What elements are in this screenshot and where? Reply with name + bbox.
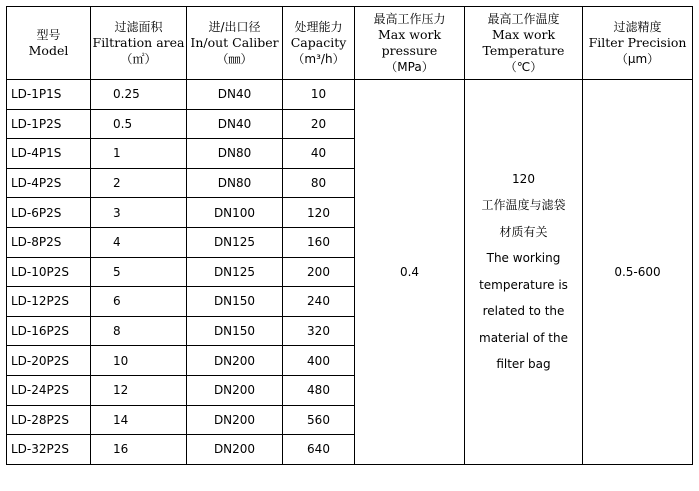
header-temperature-en2: Temperature (482, 43, 565, 58)
header-pressure-cn: 最高工作压力 (373, 12, 446, 26)
temperature-note-line: 材质有关 (499, 224, 548, 239)
header-capacity (283, 7, 355, 80)
filtration-area-cell: 4 (91, 227, 187, 257)
temperature-note-line: 工作温度与滤袋 (481, 198, 566, 213)
capacity-cell: 10 (283, 80, 355, 110)
specification-table (6, 6, 693, 465)
filter-precision-cell: 0.5-600 (583, 80, 693, 465)
capacity-cell: 160 (283, 227, 355, 257)
capacity-cell: 200 (283, 257, 355, 287)
model-cell: LD-28P2S (7, 405, 91, 435)
model-cell: LD-1P1S (7, 80, 91, 110)
filtration-area-cell: 16 (91, 435, 187, 465)
filtration-area-cell: 8 (91, 316, 187, 346)
filtration-area-cell: 3 (91, 198, 187, 228)
header-area-cn: 过滤面积 (114, 20, 163, 34)
caliber-cell: DN150 (187, 316, 283, 346)
caliber-cell: DN200 (187, 375, 283, 405)
header-model-cn: 型号 (36, 28, 61, 42)
capacity-cell: 640 (283, 435, 355, 465)
temperature-note-line: The working (486, 251, 561, 266)
header-filtration-area (91, 7, 187, 80)
header-area-unit: （㎡） (120, 52, 157, 66)
header-temperature-en1: Max work (491, 27, 556, 42)
header-capacity-unit: （m³/h） (292, 52, 345, 66)
header-max-pressure (355, 7, 465, 80)
model-cell: LD-16P2S (7, 316, 91, 346)
caliber-cell: DN80 (187, 139, 283, 169)
capacity-cell: 560 (283, 405, 355, 435)
temperature-note-line: 120 (512, 171, 535, 186)
temperature-note-line: temperature is (479, 277, 568, 292)
caliber-cell: DN100 (187, 198, 283, 228)
model-cell: LD-4P1S (7, 139, 91, 169)
header-precision-cn: 过滤精度 (613, 20, 662, 34)
filtration-area-cell: 1 (91, 139, 187, 169)
filtration-area-cell: 2 (91, 168, 187, 198)
caliber-cell: DN40 (187, 109, 283, 139)
header-model-en: Model (28, 43, 69, 58)
model-cell: LD-10P2S (7, 257, 91, 287)
header-area-en: Filtration area (92, 35, 185, 50)
max-temperature-cell (465, 80, 583, 465)
model-cell: LD-8P2S (7, 227, 91, 257)
temperature-note-line: related to the (482, 304, 565, 319)
header-capacity-en: Capacity (290, 35, 347, 50)
model-cell: LD-20P2S (7, 346, 91, 376)
table-row (7, 80, 693, 110)
temperature-note-line: filter bag (496, 357, 551, 372)
capacity-cell: 120 (283, 198, 355, 228)
capacity-cell: 480 (283, 375, 355, 405)
header-capacity-cn: 处理能力 (294, 20, 343, 34)
caliber-cell: DN40 (187, 80, 283, 110)
header-model (7, 7, 91, 80)
capacity-cell: 240 (283, 287, 355, 317)
caliber-cell: DN200 (187, 346, 283, 376)
max-pressure-cell: 0.4 (355, 80, 465, 465)
model-cell: LD-1P2S (7, 109, 91, 139)
filtration-area-cell: 5 (91, 257, 187, 287)
temperature-note-line: material of the (479, 330, 568, 345)
filtration-area-cell: 14 (91, 405, 187, 435)
filtration-area-cell: 0.25 (91, 80, 187, 110)
model-cell: LD-32P2S (7, 435, 91, 465)
capacity-cell: 400 (283, 346, 355, 376)
filtration-area-cell: 12 (91, 375, 187, 405)
header-caliber-cn: 进/出口径 (208, 20, 261, 34)
caliber-cell: DN80 (187, 168, 283, 198)
caliber-cell: DN125 (187, 257, 283, 287)
caliber-cell: DN125 (187, 227, 283, 257)
caliber-cell: DN200 (187, 405, 283, 435)
header-pressure-en1: Max work (377, 27, 442, 42)
header-filter-precision (583, 7, 693, 80)
header-temperature-unit: （℃） (504, 60, 543, 74)
model-cell: LD-4P2S (7, 168, 91, 198)
filtration-area-cell: 10 (91, 346, 187, 376)
header-row (7, 7, 693, 80)
header-pressure-unit: （MPa） (385, 60, 434, 74)
header-pressure-en2: pressure (381, 43, 438, 58)
capacity-cell: 40 (283, 139, 355, 169)
header-caliber (187, 7, 283, 80)
header-precision-en: Filter Precision (588, 35, 687, 50)
capacity-cell: 320 (283, 316, 355, 346)
header-max-temperature (465, 7, 583, 80)
header-precision-unit: （μm） (615, 52, 660, 66)
table-body (7, 80, 693, 465)
header-caliber-unit: （㎜） (216, 52, 253, 66)
model-cell: LD-12P2S (7, 287, 91, 317)
header-caliber-en: In/out Caliber (190, 35, 279, 50)
caliber-cell: DN200 (187, 435, 283, 465)
capacity-cell: 80 (283, 168, 355, 198)
capacity-cell: 20 (283, 109, 355, 139)
header-temperature-cn: 最高工作温度 (487, 12, 560, 26)
model-cell: LD-24P2S (7, 375, 91, 405)
filtration-area-cell: 0.5 (91, 109, 187, 139)
caliber-cell: DN150 (187, 287, 283, 317)
model-cell: LD-6P2S (7, 198, 91, 228)
filtration-area-cell: 6 (91, 287, 187, 317)
